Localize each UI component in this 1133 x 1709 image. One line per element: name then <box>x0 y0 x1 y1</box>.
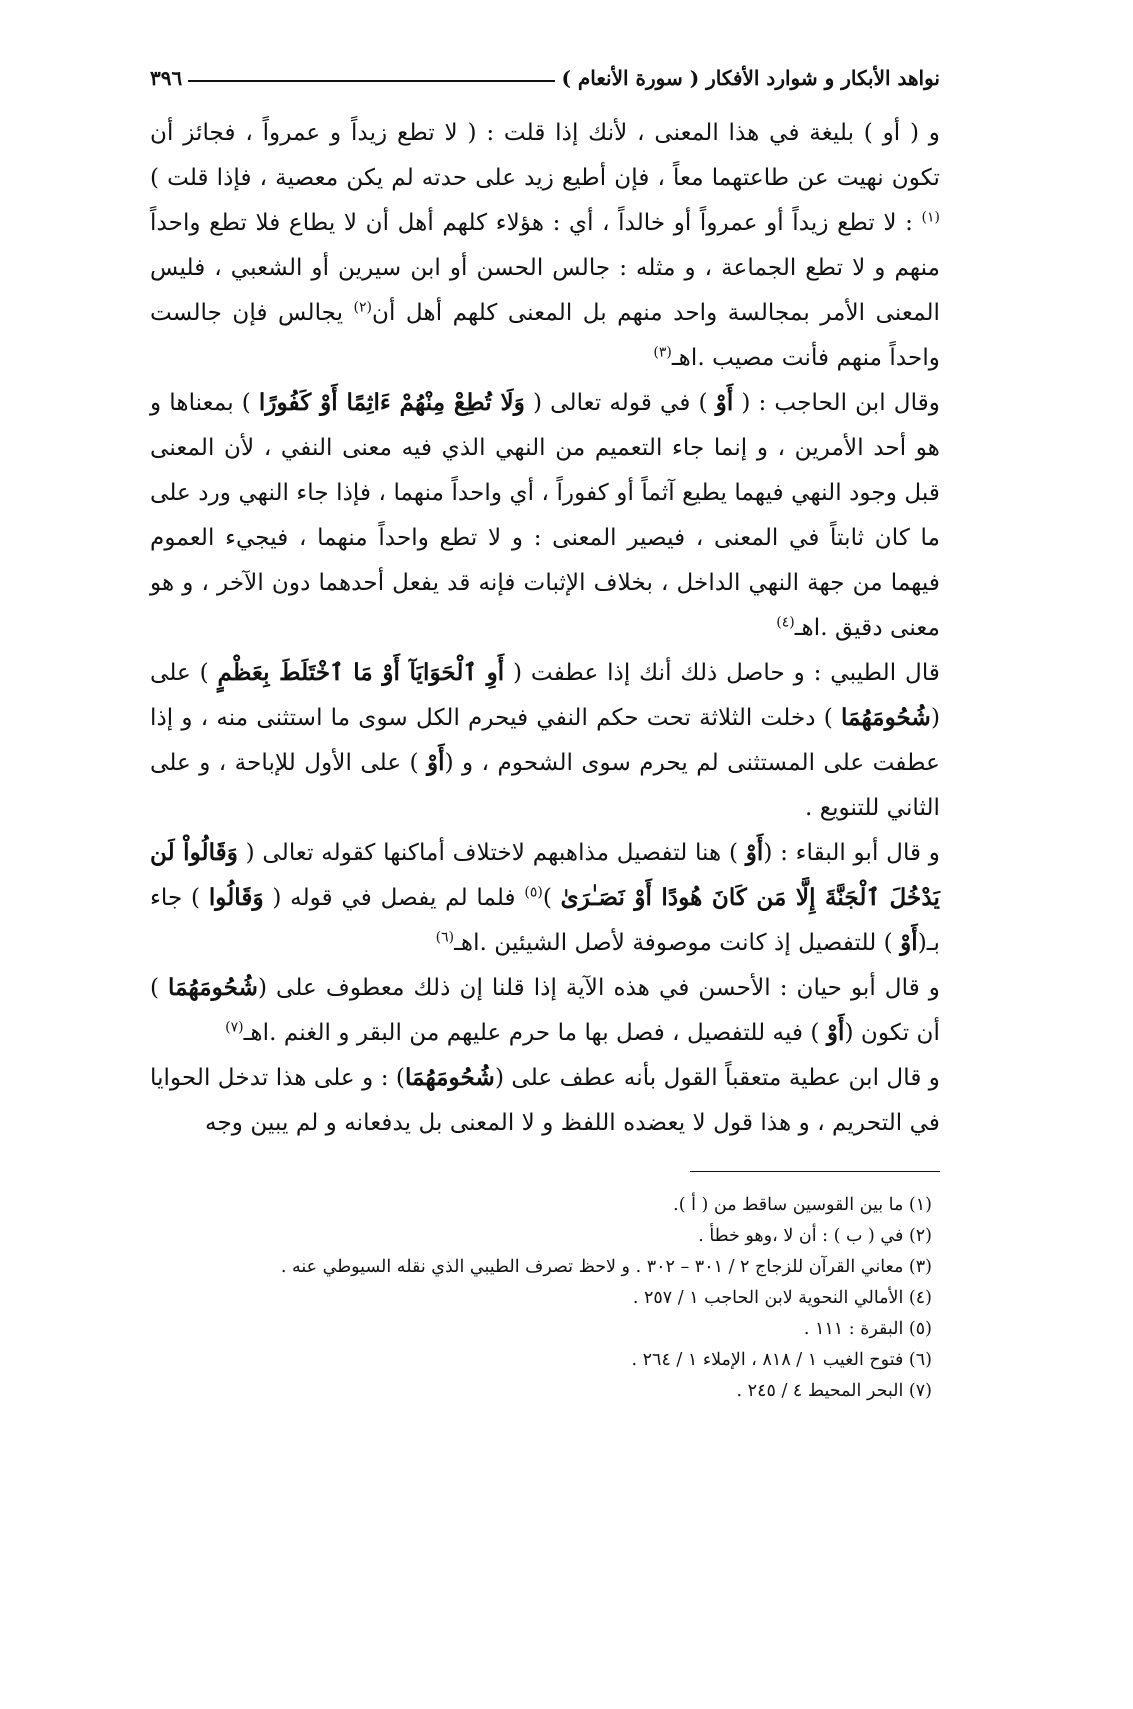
quran-quote: أَوْ <box>426 749 445 776</box>
paragraph-4 <box>150 830 940 965</box>
footnote-ref: (٢) <box>353 299 372 316</box>
text-run: قال الطيبي : و حاصل ذلك أنك إذا عطفت ( <box>504 659 940 686</box>
quran-quote: وَقَالُواْ لَن يَدْخُلَ ٱلْجَنَّةَ إِلَّا مَن كَانَ هُودًا أَوْ نَصَـٰرَىٰ <box>150 839 940 911</box>
quran-quote: شُحُومَهُمَا <box>168 974 259 1001</box>
main-text <box>150 110 940 1145</box>
footnote-6: (٦) فتوح الغيب ١ / ٨١٨ ، الإملاء ١ / ٢٦٤ . <box>631 1350 932 1370</box>
paragraph-1 <box>150 110 940 380</box>
footnote-5: (٥) البقرة : ١١١ . <box>803 1319 932 1339</box>
text-run: ) في قوله تعالى ( <box>524 389 716 416</box>
paragraph-3 <box>150 650 940 830</box>
text-run: و قال أبو البقاء : ( <box>763 839 941 866</box>
quran-quote: شُحُومَهُمَا <box>840 704 931 731</box>
footnote-ref: (٦) <box>435 929 455 946</box>
footnote-2: (٢) في ( ب ) : أن لا ،وهو خطأ . <box>698 1226 932 1246</box>
footnote-ref: (٧) <box>225 1019 244 1036</box>
page-header <box>150 60 940 96</box>
text-run: ) <box>542 884 561 911</box>
quran-quote: وَقَالُوا <box>208 884 264 911</box>
text-run: ) أن تكون ( <box>150 974 940 1046</box>
footnote-3: (٣) معاني القرآن للزجاج ٢ / ٣٠١ – ٣٠٢ . و لاحظ تصرف الطيبي الذي نقله السيوطي عنه . <box>280 1257 932 1277</box>
paragraph-6 <box>150 1055 940 1145</box>
footnote-7: (٧) البحر المحيط ٤ / ٢٤٥ . <box>736 1381 932 1401</box>
text-run: و قال أبو حيان : الأحسن في هذه الآية إذا قلنا إن ذلك معطوف على ( <box>258 974 940 1001</box>
quran-quote: أَوْ <box>745 839 764 866</box>
text-run: يجالس فإن جالست واحداً منهم فأنت مصيب .اهـ <box>150 299 940 371</box>
text-run: وقال ابن الحاجب : ( <box>733 389 940 416</box>
footnote-ref: (٥) <box>524 884 543 901</box>
quran-quote: أَوْ <box>715 389 734 416</box>
quran-quote: أَوِ ٱلْحَوَايَآ أَوْ مَا ٱخْتَلَطَ بِعَظْمٍ <box>217 659 505 686</box>
quran-quote: أَوْ <box>826 1019 845 1046</box>
footnote-ref: (١) <box>921 209 940 226</box>
text-run: ) : و على هذا تدخل الحوايا في التحريم ، و هذا قول لا يعضده اللفظ و لا المعنى بل يدفعانه و لم يبين وجه <box>150 1064 940 1136</box>
footnote-separator <box>690 1171 940 1172</box>
quran-quote: شُحُومَهُمَا <box>404 1064 495 1091</box>
text-run: و قال ابن عطية متعقباً القول بأنه عطف على ( <box>494 1064 940 1091</box>
footnote-ref: (٣) <box>653 344 672 361</box>
paragraph-2 <box>150 380 940 650</box>
text-run: ) جاء بـ( <box>150 884 940 956</box>
text-run: : لا تطع زيداً أو عمرواً أو خالداً ، أي : هؤلاء كلهم أهل أن لا يطاع فلا تطع واحداً منهم و لا تطع الجماعة ، و مثله : جالس الحسن أو ابن سيرين أو الشعبي ، فليس المعنى الأمر بمجالسة واحد منهم بل المعنى كلهم أهل أن <box>150 209 940 326</box>
paragraph-5 <box>150 965 940 1055</box>
text-run: فلما لم يفصل في قوله ( <box>263 884 525 911</box>
text-run: ) على ( <box>150 659 940 731</box>
footnote-1: (١) ما بين القوسين ساقط من ( أ ). <box>673 1195 932 1215</box>
page-number: ٣٩٦ <box>150 66 183 90</box>
footnote-ref: (٤) <box>776 614 795 631</box>
text-run: ) فيه للتفصيل ، فصل بها ما حرم عليهم من البقر و الغنم .اهـ <box>243 1019 827 1046</box>
footnotes <box>150 1190 940 1407</box>
quran-quote: أَوْ <box>900 929 918 956</box>
header-rule <box>188 80 555 82</box>
running-title: نواهد الأبكار و شوارد الأفكار ( سورة الأنعام ) <box>561 66 940 90</box>
footnote-4: (٤) الأمالي النحوية لابن الحاجب ١ / ٢٥٧ . <box>632 1288 932 1308</box>
text-run: ) بمعناها و هو أحد الأمرين ، و إنما جاء التعميم من النهي الذي فيه معنى النفي ، لأن المعنى قبل وجود النهي فيهما يطيع آثماً أو كفوراً ، أي واحداً منهما ، فإذا جاء النهي ورد على ما كان ثابتاً في المعنى ، فيصير المعنى : و لا تطع واحداً منهما ، فيجيء العموم فيهما من جهة النهي الداخل ، بخلاف الإثبات فإنه قد يفعل أحدهما دون الآخر ، و هو معنى دقيق .اهـ <box>150 389 940 641</box>
document-page <box>150 60 940 1407</box>
text-run: ) دخلت الثلاثة تحت حكم النفي فيحرم الكل سوى ما استثنى منه ، و إذا عطفت على المستثنى لم يحرم سوى الشحوم ، و ( <box>150 704 940 776</box>
text-run: و ( أو ) بليغة في هذا المعنى ، لأنك إذا قلت : ( لا تطع زيداً و عمرواً ، فجائز أن تكون نهيت عن طاعتهما معاً ، فإن أطيع زيد على حدته لم يكن معصية ، فإذا قلت ) <box>150 119 940 191</box>
text-run: ) هنا لتفصيل مذاهبهم لاختلاف أماكنها كقوله تعالى ( <box>237 839 746 866</box>
text-run: ) للتفصيل إذ كانت موصوفة لأصل الشيئين .اهـ <box>454 929 901 956</box>
quran-quote: وَلَا تُطِعْ مِنْهُمْ ءَاثِمًا أَوْ كَفُورًا <box>258 389 525 416</box>
text-run: ) على الأول للإباحة ، و على الثاني للتنويع . <box>150 749 940 821</box>
